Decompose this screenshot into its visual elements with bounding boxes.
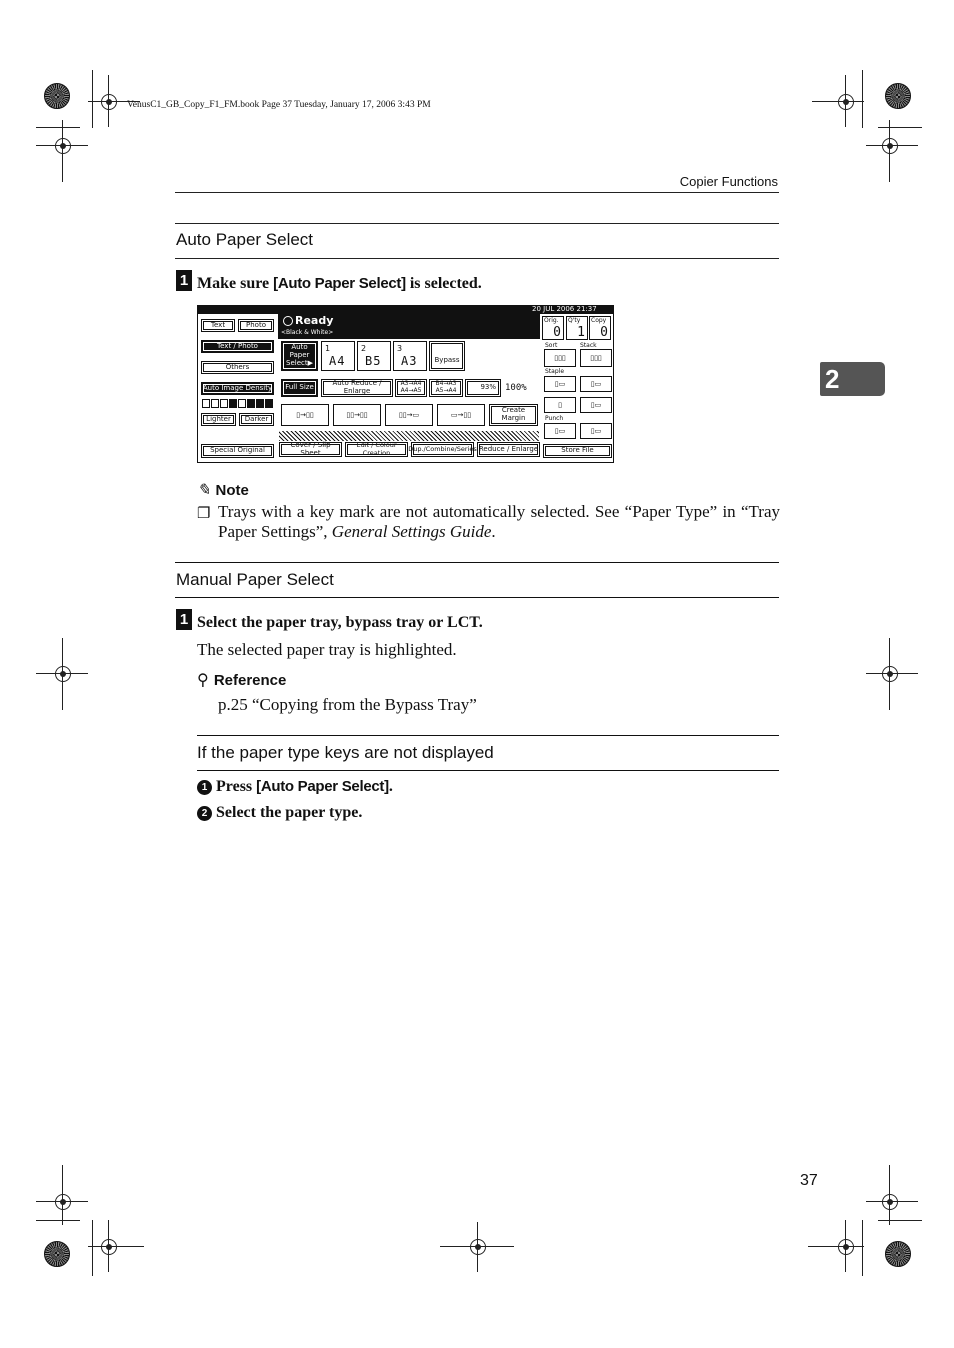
- punch-top-icon[interactable]: ▯▭: [580, 423, 612, 439]
- reference-heading: [197, 670, 286, 689]
- step-instruction: [197, 275, 482, 293]
- qty-value: 1: [577, 325, 585, 340]
- special-original-key[interactable]: Special Original: [201, 444, 274, 458]
- tray-size: B5: [365, 354, 382, 368]
- orig-counter: [542, 316, 564, 340]
- sub-step-text-post: .: [388, 778, 393, 795]
- sub-step-2: [197, 804, 362, 822]
- crosshair-target-icon: [882, 666, 898, 682]
- sub-step-text: Select the paper type.: [216, 804, 363, 821]
- ratio-93-key[interactable]: 93%: [465, 379, 501, 397]
- staple-right-icon[interactable]: ▯▭: [580, 397, 612, 413]
- cover-slip-sheet-key[interactable]: Cover / Slip Sheet: [279, 442, 342, 457]
- duplex-1-to-2-icon[interactable]: ▯→▯▯: [281, 404, 329, 426]
- text-photo-key[interactable]: Text / Photo: [201, 340, 274, 353]
- orig-value: 0: [553, 325, 561, 340]
- registration-rosette-icon: [885, 83, 911, 109]
- density-scale: [202, 399, 274, 409]
- registration-rosette-icon: [44, 83, 70, 109]
- qty-label: Q'ty: [568, 317, 581, 324]
- tray-number: 2: [361, 344, 367, 353]
- darker-key[interactable]: Darker: [239, 413, 274, 426]
- book-file-info: VenusC1_GB_Copy_F1_FM.book Page 37 Tuesday, January 17, 2006 3:43 PM: [127, 100, 431, 110]
- crosshair-target-icon: [882, 1194, 898, 1210]
- crosshair-target-icon: [55, 1194, 71, 1210]
- section-title-auto: Auto Paper Select: [176, 230, 314, 249]
- key-name: [Auto Paper Select]: [256, 778, 389, 795]
- note-text-plain: Trays with a key mark are not automatically selected. See “Paper Type” in “Tray Paper Settings”,: [218, 502, 780, 541]
- section-rule-top: [175, 562, 779, 563]
- ratio-a3-a4-key[interactable]: A3→A4 A4→A5: [395, 379, 427, 397]
- step-text-pre: Make sure: [197, 275, 274, 292]
- sort-label: Sort: [545, 342, 558, 349]
- zoom-value: 100%: [505, 383, 527, 393]
- series-icon[interactable]: ▭→▯▯: [437, 404, 485, 426]
- crosshair-target-icon: [101, 94, 117, 110]
- ratio-b4-a3-key[interactable]: B4→A3 A5→A4: [429, 379, 463, 397]
- tray-3-key[interactable]: [393, 341, 427, 371]
- crosshair-target-icon: [838, 1239, 854, 1255]
- punch-label: Punch: [545, 415, 564, 422]
- stack-icon[interactable]: ▯▯▯: [580, 349, 612, 367]
- crosshair-target-icon: [101, 1239, 117, 1255]
- date-display: 20 JUL 2006 21:37: [532, 305, 597, 313]
- note-label: Note: [215, 482, 249, 499]
- sub-step-text-pre: Press: [216, 778, 257, 795]
- crosshair-target-icon: [55, 138, 71, 154]
- chapter-tab: [820, 362, 885, 396]
- tray-size: A3: [401, 354, 418, 368]
- note-heading: [197, 480, 249, 499]
- sub-step-1: [197, 778, 393, 796]
- note-text-end: .: [491, 522, 496, 541]
- auto-paper-select-key[interactable]: Auto Paper Select▶: [281, 341, 318, 371]
- sub-step-number: 1: [197, 780, 212, 795]
- full-size-key[interactable]: Full Size: [281, 379, 318, 397]
- crosshair-target-icon: [470, 1239, 486, 1255]
- staple-label: Staple: [545, 368, 565, 375]
- dup-combine-series-key[interactable]: Dup./Combine/Series: [411, 442, 474, 457]
- orig-label: Orig.: [544, 317, 559, 324]
- chapter-number: 2: [825, 364, 840, 394]
- subsection-rule-bottom: [197, 770, 779, 771]
- auto-image-density-key[interactable]: Auto Image Density: [201, 382, 274, 395]
- edit-colour-creation-key[interactable]: Edit / Colour Creation: [345, 442, 408, 457]
- step-number: 1: [176, 270, 192, 291]
- subsection-rule-top: [197, 735, 779, 736]
- registration-rosette-icon: [885, 1241, 911, 1267]
- ready-icon: [283, 316, 293, 326]
- auto-reduce-enlarge-key[interactable]: Auto Reduce / Enlarge: [321, 379, 393, 397]
- copy-counter: [589, 316, 611, 340]
- step-number: 1: [176, 609, 192, 630]
- others-key[interactable]: Others: [201, 361, 274, 374]
- section-rule-bottom: [175, 258, 779, 259]
- combine-icon[interactable]: ▯▯→▭: [385, 404, 433, 426]
- section-title-manual: Manual Paper Select: [176, 570, 334, 589]
- duplex-2-to-2-icon[interactable]: ▯▯→▯▯: [333, 404, 381, 426]
- pencil-note-icon: ✎: [197, 480, 211, 499]
- section-rule-bottom: [175, 597, 779, 598]
- hatch-band: [279, 431, 539, 441]
- magnifier-reference-icon: ⚲: [197, 670, 209, 689]
- crosshair-target-icon: [882, 138, 898, 154]
- tray-number: 3: [397, 344, 403, 353]
- crosshair-target-icon: [55, 666, 71, 682]
- staple-left-icon[interactable]: ▯: [544, 397, 576, 413]
- reduce-enlarge-key[interactable]: Reduce / Enlarge: [477, 442, 540, 457]
- sub-step-number: 2: [197, 806, 212, 821]
- sort-icon[interactable]: ▯▯▯: [544, 349, 576, 367]
- reference-link[interactable]: p.25 “Copying from the Bypass Tray”: [218, 695, 477, 714]
- note-guide-title: General Settings Guide: [331, 522, 492, 541]
- tray-size: A4: [329, 354, 346, 368]
- status-text: Ready: [295, 314, 334, 327]
- running-title: Copier Functions: [679, 174, 778, 189]
- copier-control-panel-screen: [197, 305, 614, 463]
- mode-text: <Black & White>: [281, 329, 334, 336]
- section-rule-top: [175, 223, 779, 224]
- step-description: The selected paper tray is highlighted.: [197, 640, 457, 659]
- subsection-title: If the paper type keys are not displayed: [197, 743, 494, 762]
- copy-value: 0: [600, 325, 608, 340]
- tray-1-key[interactable]: [321, 341, 355, 371]
- stack-label: Stack: [580, 342, 597, 349]
- page-number: 37: [800, 1172, 818, 1189]
- photo-key[interactable]: Photo: [238, 319, 274, 332]
- create-margin-key[interactable]: Create Margin: [489, 404, 538, 426]
- reference-label: Reference: [213, 672, 287, 689]
- punch-left-icon[interactable]: ▯▭: [544, 423, 576, 439]
- note-text: [218, 502, 780, 542]
- tray-2-key[interactable]: [357, 341, 391, 371]
- tray-number: 1: [325, 344, 331, 353]
- step-text-post: is selected.: [405, 275, 482, 292]
- bypass-key[interactable]: Bypass: [429, 341, 465, 371]
- registration-rosette-icon: [44, 1241, 70, 1267]
- crosshair-target-icon: [838, 94, 854, 110]
- step-instruction: Select the paper tray, bypass tray or LCT.: [197, 614, 483, 631]
- qty-counter: [566, 316, 588, 340]
- staple-top-left-icon[interactable]: ▯▭: [544, 376, 576, 392]
- header-rule: [175, 192, 779, 193]
- lighter-key[interactable]: Lighter: [201, 413, 236, 426]
- note-bullet: ❐: [197, 506, 211, 522]
- copy-label: Copy: [591, 317, 607, 324]
- store-file-key[interactable]: Store File: [543, 444, 612, 458]
- staple-top-right-icon[interactable]: ▯▭: [580, 376, 612, 392]
- key-name: [Auto Paper Select]: [273, 275, 406, 292]
- text-key[interactable]: Text: [201, 319, 235, 332]
